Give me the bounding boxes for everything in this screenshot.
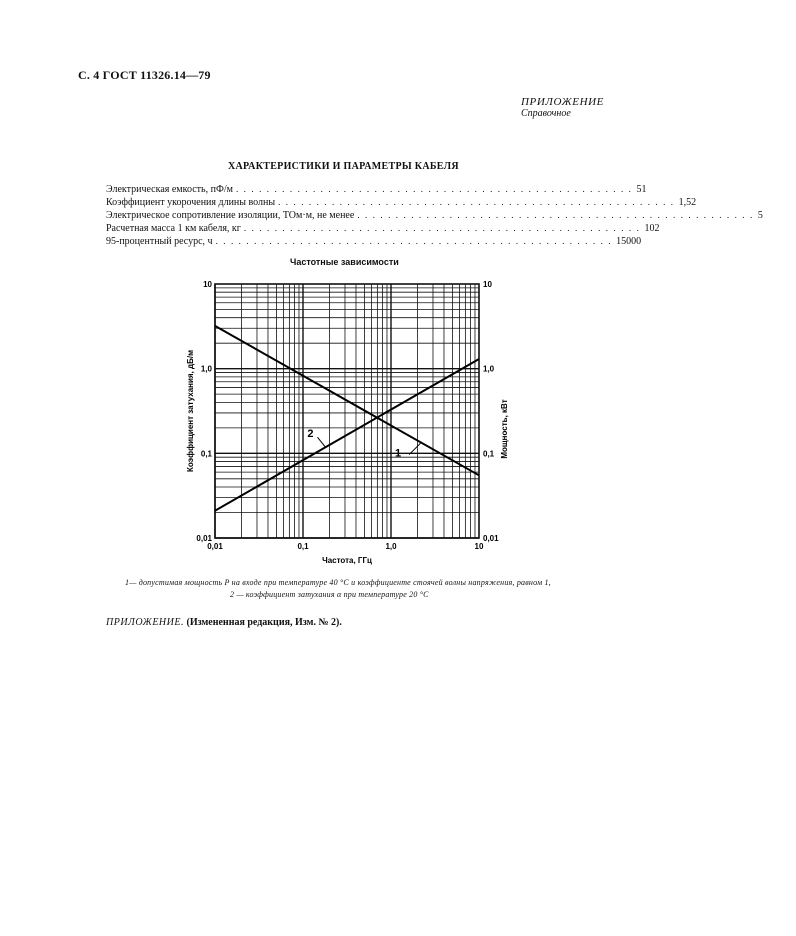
y-tick-label-left: 0,1 (200, 449, 212, 459)
parameter-value: 5 (757, 210, 763, 221)
x-tick-label: 0,01 (207, 542, 223, 551)
amendment-note-text: (Измененная редакция, Изм. № 2). (186, 617, 342, 628)
leader-dots: . . . . . . . . . . . . . . . . . . . . . . . . . . . . . . . . . . . . . . . . . . . . . . . . . . . . (278, 197, 675, 207)
series-label-1: 1 (395, 447, 402, 460)
series-label-2: 2 (307, 428, 314, 441)
parameter-row (106, 235, 642, 248)
chart-title: Частотные зависимости (290, 257, 399, 267)
parameter-value: 15000 (616, 236, 642, 247)
y-tick-label-left: 1,0 (200, 364, 212, 374)
parameter-label: Коэффициент укорочения длины волны (106, 197, 276, 208)
amendment-note (106, 617, 342, 628)
parameter-row (106, 222, 660, 235)
y-tick-label-right: 10 (483, 280, 492, 289)
parameter-row (106, 209, 763, 222)
series-label-leader-2 (317, 437, 325, 447)
x-tick-label: 0,1 (297, 542, 309, 551)
y-axis-label-right: Мощность, кВт (500, 399, 509, 459)
page-header: С. 4 ГОСТ 11326.14—79 (78, 68, 211, 82)
parameter-row (106, 196, 697, 209)
caption-line-1: 1— допустимая мощность P на входе при температуре 40 °С и коэффициенте стоячей волны напряжения, равном 1, (125, 578, 551, 587)
y-tick-label-right: 1,0 (483, 364, 495, 374)
y-tick-label-left: 0,01 (196, 534, 212, 543)
appendix-subtitle: Справочное (521, 108, 571, 119)
parameter-value: 51 (636, 184, 647, 195)
x-axis-label: Частота, ГГц (322, 556, 372, 565)
frequency-chart (170, 270, 530, 570)
y-axis-label-left: Коэффициент затухания, дБ/м (186, 350, 195, 472)
y-tick-label-left: 10 (203, 280, 212, 289)
parameter-label: Расчетная масса 1 км кабеля, кг (106, 223, 241, 234)
section-title: ХАРАКТЕРИСТИКИ И ПАРАМЕТРЫ КАБЕЛЯ (228, 161, 459, 172)
y-tick-label-right: 0,01 (483, 534, 499, 543)
plot-frame (215, 284, 479, 538)
parameter-value: 1,52 (678, 197, 697, 208)
amendment-note-label: ПРИЛОЖЕНИЕ. (106, 617, 184, 628)
appendix-title: ПРИЛОЖЕНИЕ (521, 96, 604, 108)
parameter-label: Электрическая емкость, пФ/м (106, 184, 233, 195)
leader-dots: . . . . . . . . . . . . . . . . . . . . . . . . . . . . . . . . . . . . . . . . . . . . . . . . . . . . (215, 236, 613, 246)
leader-dots: . . . . . . . . . . . . . . . . . . . . . . . . . . . . . . . . . . . . . . . . . . . . . . . . . . . . (357, 210, 754, 220)
x-tick-label: 10 (474, 542, 484, 551)
parameter-value: 102 (644, 223, 660, 234)
caption-line-2: 2 — коэффициент затухания α при температуре 20 °С (230, 590, 429, 599)
parameter-label: 95-процентный ресурс, ч (106, 236, 213, 247)
leader-dots: . . . . . . . . . . . . . . . . . . . . . . . . . . . . . . . . . . . . . . . . . . . . . . . . . . . . (235, 184, 633, 194)
y-tick-label-right: 0,1 (483, 449, 495, 459)
parameters-list (106, 183, 763, 248)
parameter-label: Электрическое сопротивление изоляции, ТОм·м, не менее (106, 210, 355, 221)
parameter-row (106, 183, 647, 196)
x-tick-label: 1,0 (385, 542, 397, 551)
leader-dots: . . . . . . . . . . . . . . . . . . . . . . . . . . . . . . . . . . . . . . . . . . . . . . . . . . . . (243, 223, 641, 233)
